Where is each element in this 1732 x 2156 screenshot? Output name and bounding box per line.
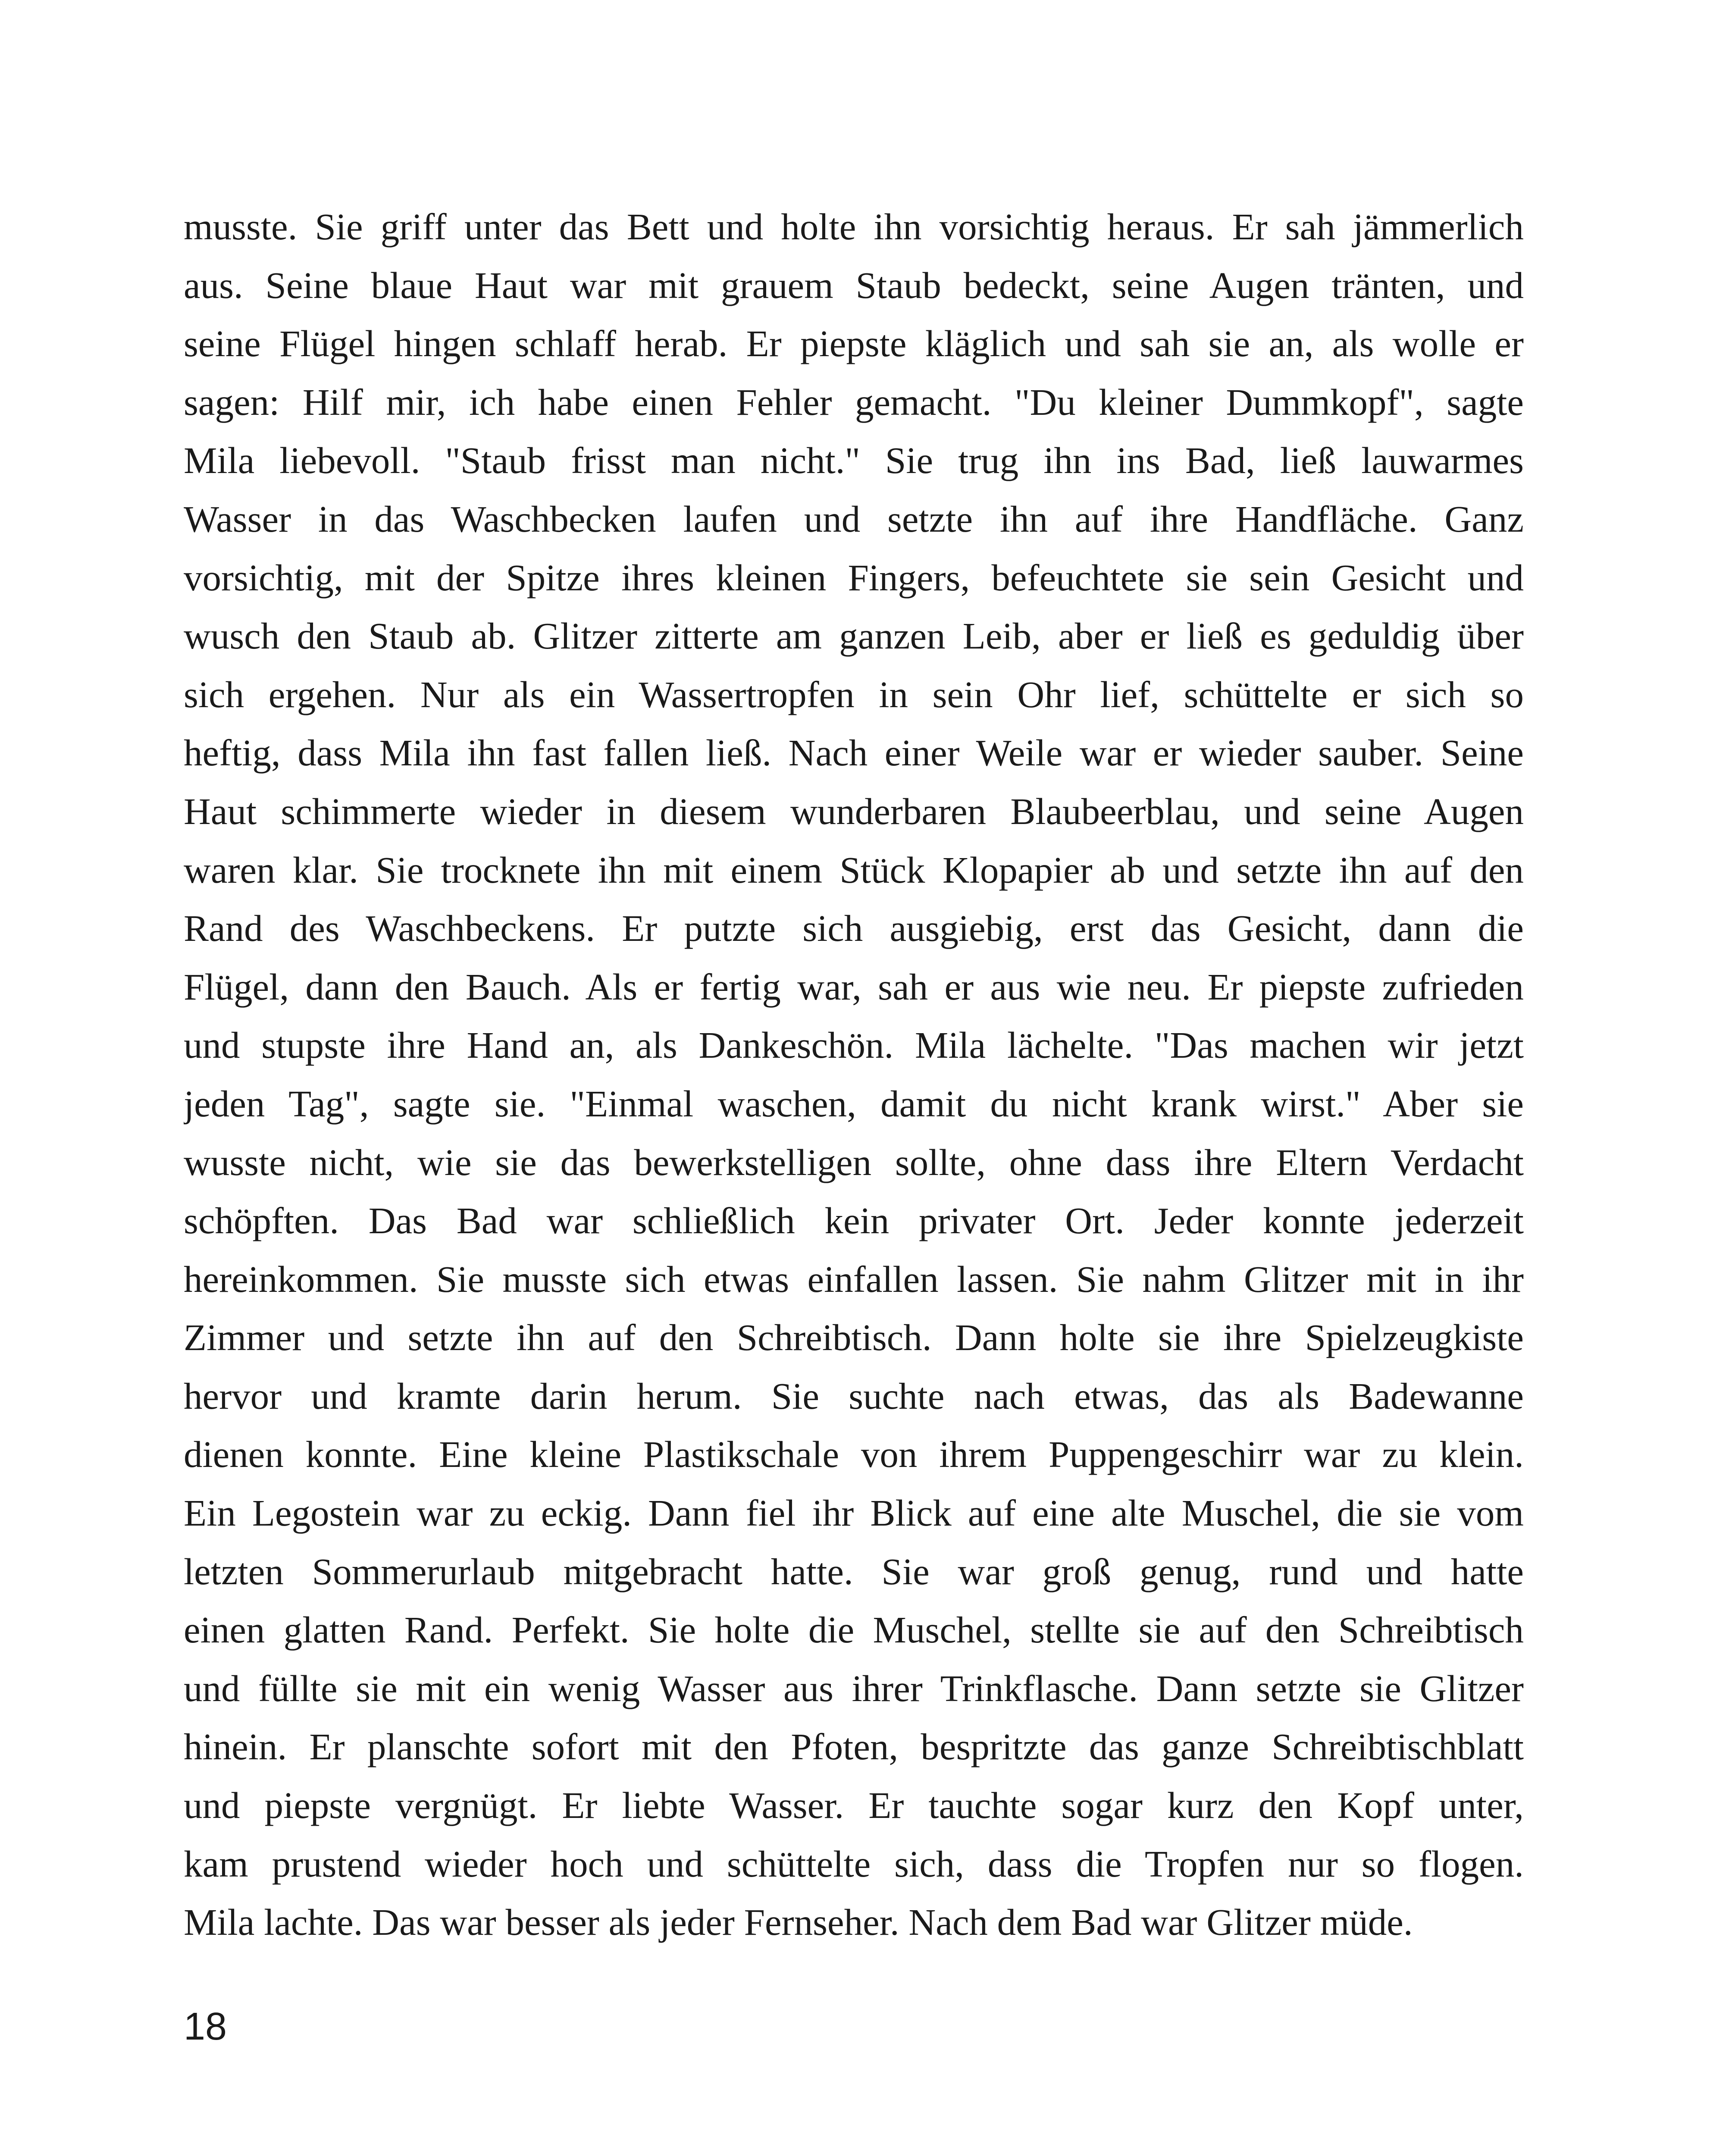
text-line: schöpften. Das Bad war schließlich kein privater Ort. Jeder konnte jederzeit	[184, 1200, 1524, 1242]
text-line: Mila liebevoll. "Staub frisst man nicht." Sie trug ihn ins Bad, ließ lauwarmes	[184, 439, 1524, 482]
text-line: Wasser in das Waschbecken laufen und setzte ihn auf ihre Handfläche. Ganz	[184, 498, 1524, 540]
text-line: wusste nicht, wie sie das bewerkstelligen sollte, ohne dass ihre Eltern Verdacht	[184, 1141, 1524, 1183]
text-line: Rand des Waschbeckens. Er putzte sich ausgiebig, erst das Gesicht, dann die	[184, 907, 1524, 950]
text-line: Zimmer und setzte ihn auf den Schreibtisch. Dann holte sie ihre Spielzeugkiste	[184, 1316, 1524, 1359]
text-line: seine Flügel hingen schlaff herab. Er piepste kläglich und sah sie an, als wolle er	[184, 323, 1524, 365]
text-line: Ein Legostein war zu eckig. Dann fiel ihr Blick auf eine alte Muschel, die sie vom	[184, 1492, 1524, 1534]
text-line: hervor und kramte darin herum. Sie suchte nach etwas, das als Badewanne	[184, 1375, 1524, 1417]
text-line: Haut schimmerte wieder in diesem wunderbaren Blaubeerblau, und seine Augen	[184, 790, 1524, 832]
text-line: aus. Seine blaue Haut war mit grauem Staub bedeckt, seine Augen tränten, und	[184, 264, 1524, 306]
text-line: und füllte sie mit ein wenig Wasser aus ihrer Trinkflasche. Dann setzte sie Glitzer	[184, 1667, 1524, 1709]
text-line: wusch den Staub ab. Glitzer zitterte am ganzen Leib, aber er ließ es geduldig über	[184, 615, 1524, 657]
text-line: einen glatten Rand. Perfekt. Sie holte die Muschel, stellte sie auf den Schreibtisch	[184, 1609, 1524, 1651]
text-line: sich ergehen. Nur als ein Wassertropfen in sein Ohr lief, schüttelte er sich so	[184, 673, 1524, 715]
text-line: letzten Sommerurlaub mitgebracht hatte. Sie war groß genug, rund und hatte	[184, 1550, 1524, 1592]
text-line: kam prustend wieder hoch und schüttelte sich, dass die Tropfen nur so flogen.	[184, 1843, 1524, 1885]
text-line: vorsichtig, mit der Spitze ihres kleinen Fingers, befeuchtete sie sein Gesicht und	[184, 556, 1524, 599]
text-line: waren klar. Sie trocknete ihn mit einem Stück Klopapier ab und setzte ihn auf den	[184, 849, 1524, 891]
text-line: und piepste vergnügt. Er liebte Wasser. Er tauchte sogar kurz den Kopf unter,	[184, 1784, 1524, 1827]
text-line: heftig, dass Mila ihn fast fallen ließ. Nach einer Weile war er wieder sauber. Seine	[184, 732, 1524, 774]
text-line: jeden Tag", sagte sie. "Einmal waschen, damit du nicht krank wirst." Aber sie	[184, 1082, 1524, 1125]
text-line: hinein. Er planschte sofort mit den Pfoten, bespritzte das ganze Schreibtischblatt	[184, 1726, 1524, 1768]
text-line: Mila lachte. Das war besser als jeder Fernseher. Nach dem Bad war Glitzer müde.	[184, 1901, 1413, 1943]
text-line: dienen konnte. Eine kleine Plastikschale von ihrem Puppengeschirr war zu klein.	[184, 1433, 1524, 1476]
text-line: Flügel, dann den Bauch. Als er fertig war, sah er aus wie neu. Er piepste zufrieden	[184, 965, 1524, 1008]
body-text	[184, 197, 1524, 1952]
text-line: hereinkommen. Sie musste sich etwas einfallen lassen. Sie nahm Glitzer mit in ihr	[184, 1258, 1524, 1300]
page-number: 18	[184, 2005, 227, 2048]
text-line: musste. Sie griff unter das Bett und holte ihn vorsichtig heraus. Er sah jämmerlich	[184, 206, 1524, 248]
text-line: und stupste ihre Hand an, als Dankeschön. Mila lächelte. "Das machen wir jetzt	[184, 1024, 1524, 1066]
text-line: sagen: Hilf mir, ich habe einen Fehler gemacht. "Du kleiner Dummkopf", sagte	[184, 381, 1524, 423]
